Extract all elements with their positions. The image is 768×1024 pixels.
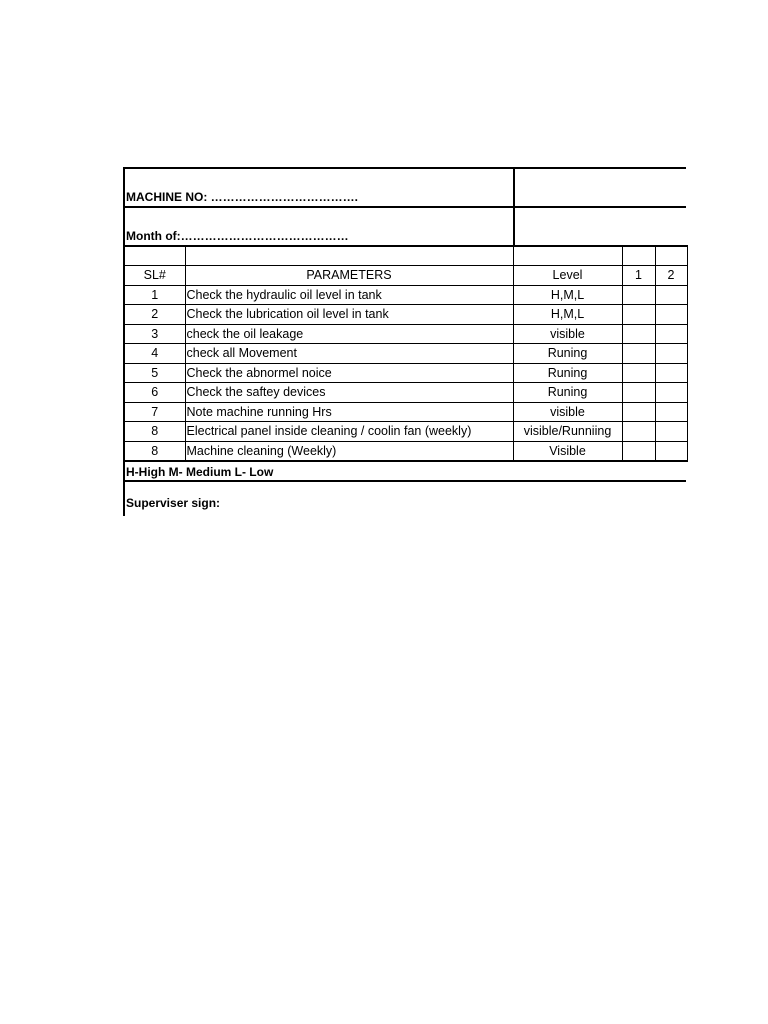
row-sl: 2 [124,305,185,325]
table-row [124,441,687,461]
row-sl: 8 [124,422,185,442]
table-row [124,422,687,442]
row-day-2-cell[interactable] [655,422,687,442]
row-parameter: Check the hydraulic oil level in tank [185,285,513,305]
row-parameter: Check the saftey devices [185,383,513,403]
row-level: Visible [513,441,622,461]
row-parameter: Check the abnormel noice [185,363,513,383]
row-sl: 4 [124,344,185,364]
row-sl: 3 [124,324,185,344]
row-day-1-cell[interactable] [622,363,655,383]
row-level: visible/Runniing [513,422,622,442]
parameters-table [123,245,688,462]
empty-cell [185,246,513,266]
row-sl: 6 [124,383,185,403]
spacer-row [124,246,687,266]
row-sl: 5 [124,363,185,383]
machine-no-value-cell [513,169,690,206]
column-header-day-1: 1 [622,266,655,286]
row-day-2-cell[interactable] [655,305,687,325]
row-parameter: Note machine running Hrs [185,402,513,422]
row-sl: 8 [124,441,185,461]
row-sl: 7 [124,402,185,422]
row-day-2-cell[interactable] [655,383,687,403]
empty-cell [622,246,655,266]
row-level: H,M,L [513,285,622,305]
table-row [124,324,687,344]
machine-no-label: MACHINE NO: ………………………………. [126,190,358,204]
table-row [124,344,687,364]
row-day-1-cell[interactable] [622,441,655,461]
row-level: visible [513,402,622,422]
empty-cell [124,246,185,266]
month-row [123,206,686,245]
row-day-2-cell[interactable] [655,344,687,364]
checklist-sheet [123,167,686,516]
row-level: visible [513,324,622,344]
row-sl: 1 [124,285,185,305]
row-day-1-cell[interactable] [622,422,655,442]
table-row [124,363,687,383]
row-parameter: Electrical panel inside cleaning / coolin fan (weekly) [185,422,513,442]
row-day-1-cell[interactable] [622,344,655,364]
row-day-2-cell[interactable] [655,441,687,461]
row-parameter: check all Movement [185,344,513,364]
table-row [124,383,687,403]
table-row [124,305,687,325]
table-row [124,402,687,422]
row-level: Runing [513,344,622,364]
empty-cell [655,246,687,266]
empty-cell [513,246,622,266]
row-level: Runing [513,363,622,383]
month-label: Month of:…………………………………… [126,229,349,243]
column-header-day-2: 2 [655,266,687,286]
table-row [124,285,687,305]
row-level: Runing [513,383,622,403]
machine-no-row [123,167,686,206]
column-header-level: Level [513,266,622,286]
row-day-1-cell[interactable] [622,324,655,344]
row-parameter: check the oil leakage [185,324,513,344]
month-value-cell [513,208,690,245]
row-day-2-cell[interactable] [655,363,687,383]
level-legend: H-High M- Medium L- Low [123,462,686,482]
column-header-parameters: PARAMETERS [185,266,513,286]
row-day-1-cell[interactable] [622,402,655,422]
row-day-2-cell[interactable] [655,402,687,422]
row-day-2-cell[interactable] [655,285,687,305]
row-day-2-cell[interactable] [655,324,687,344]
table-header-row [124,266,687,286]
row-level: H,M,L [513,305,622,325]
supervisor-sign-row [123,482,686,516]
row-parameter: Check the lubrication oil level in tank [185,305,513,325]
row-day-1-cell[interactable] [622,383,655,403]
row-day-1-cell[interactable] [622,285,655,305]
row-parameter: Machine cleaning (Weekly) [185,441,513,461]
row-day-1-cell[interactable] [622,305,655,325]
supervisor-sign-label: Superviser sign: [126,496,221,510]
column-header-sl: SL# [124,266,185,286]
